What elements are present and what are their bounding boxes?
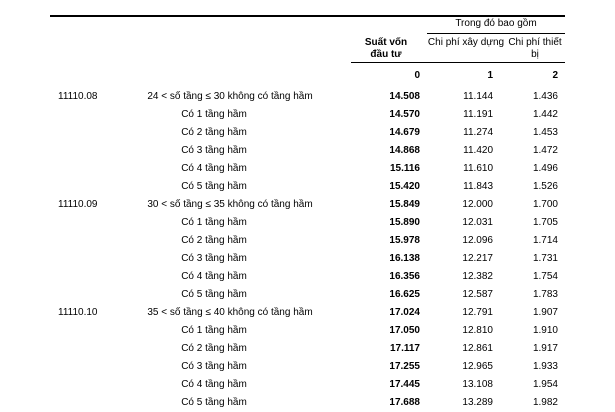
investment-rate-cell: 15.116 [389,162,420,174]
table-row [48,358,565,376]
row-code-cell: 11110.08 [58,90,98,102]
construction-cost-cell: 11.144 [463,90,493,102]
equipment-cost-cell: 1.700 [532,198,558,210]
table-row [48,213,565,231]
header-investment-rate: Suất vốn đầu tư [364,36,408,60]
investment-rate-cell: 17.024 [389,307,420,319]
construction-cost-cell: 12.861 [462,343,493,355]
equipment-cost-cell: 1.982 [532,397,558,409]
construction-cost-cell: 12.965 [462,361,493,373]
table-row [48,159,565,177]
header-equipment-cost: Chi phí thiết bị [508,36,562,60]
construction-cost-cell: 12.096 [462,234,493,246]
row-description-cell: Có 4 tầng hầm [181,379,247,391]
investment-rate-cell: 15.890 [389,216,420,228]
equipment-cost-cell: 1.907 [532,307,558,319]
investment-rate-cell: 14.679 [389,126,420,138]
row-description-cell: 35 < số tầng ≤ 40 không có tầng hầm [147,307,313,319]
row-description-cell: Có 1 tầng hầm [181,325,247,337]
investment-rate-cell: 17.117 [389,343,420,355]
construction-cost-cell: 13.108 [462,379,493,391]
investment-rate-cell: 14.570 [389,108,420,120]
equipment-cost-cell: 1.442 [532,108,558,120]
construction-cost-cell: 12.031 [462,216,493,228]
table-row [48,177,565,195]
equipment-cost-cell: 1.783 [532,289,558,301]
table-row [48,267,565,285]
row-description-cell: Có 2 tầng hầm [181,343,247,355]
row-code-cell: 11110.09 [58,198,98,210]
equipment-cost-cell: 1.954 [532,379,558,391]
construction-cost-cell: 11.191 [463,108,493,120]
table-body [48,87,565,412]
row-description-cell: Có 2 tầng hầm [181,234,247,246]
table-row [48,286,565,304]
equipment-cost-cell: 1.496 [532,162,558,174]
row-description-cell: 24 < số tầng ≤ 30 không có tầng hầm [147,90,313,102]
construction-cost-cell: 12.382 [462,270,493,282]
investment-rate-cell: 17.688 [389,397,420,409]
construction-cost-cell: 11.610 [463,162,493,174]
row-description-cell: 30 < số tầng ≤ 35 không có tầng hầm [147,198,313,210]
table-row [48,249,565,267]
construction-cost-cell: 12.810 [462,325,493,337]
column-index-2: 2 [552,70,558,81]
investment-rate-cell: 17.050 [389,325,420,337]
table-row [48,87,565,105]
row-description-cell: Có 1 tầng hầm [181,216,247,228]
table-row [48,394,565,412]
equipment-cost-cell: 1.731 [532,252,558,264]
construction-cost-cell: 11.420 [463,144,493,156]
equipment-cost-cell: 1.754 [532,270,558,282]
equipment-cost-cell: 1.714 [532,234,558,246]
row-description-cell: Có 1 tầng hầm [181,108,247,120]
investment-rate-cell: 14.508 [389,90,420,102]
investment-rate-cell: 17.445 [389,379,420,391]
investment-rate-cell: 15.849 [389,198,420,210]
construction-cost-cell: 13.289 [462,397,493,409]
row-description-cell: Có 5 tầng hầm [181,289,247,301]
row-description-cell: Có 4 tầng hầm [181,162,247,174]
investment-rate-cell: 15.978 [389,234,420,246]
equipment-cost-cell: 1.436 [532,90,558,102]
row-description-cell: Có 3 tầng hầm [181,144,247,156]
construction-cost-cell: 12.000 [462,198,493,210]
investment-rate-cell: 14.868 [389,144,420,156]
equipment-cost-cell: 1.453 [532,126,558,138]
row-description-cell: Có 2 tầng hầm [181,126,247,138]
table-row [48,376,565,394]
construction-cost-cell: 12.587 [462,289,493,301]
included-group-underline [427,33,565,34]
row-description-cell: Có 5 tầng hầm [181,180,247,192]
header-included-group: Trong đó bao gồm [455,18,537,29]
table-row [48,304,565,322]
table-top-rule [50,15,565,18]
investment-rate-cell: 17.255 [389,361,420,373]
table-row [48,195,565,213]
header-construction-cost: Chi phí xây dựng [427,36,505,48]
construction-cost-cell: 12.791 [462,307,493,319]
construction-cost-cell: 11.274 [463,126,493,138]
equipment-cost-cell: 1.917 [532,343,558,355]
table-row [48,105,565,123]
equipment-cost-cell: 1.705 [532,216,558,228]
equipment-cost-cell: 1.526 [532,180,558,192]
table-row [48,123,565,141]
equipment-cost-cell: 1.933 [532,361,558,373]
table-row [48,340,565,358]
column-index-0: 0 [414,70,420,81]
construction-cost-cell: 11.843 [463,180,493,192]
header-underline [351,62,565,63]
column-index-1: 1 [487,70,493,81]
table-row [48,322,565,340]
construction-cost-cell: 12.217 [462,252,493,264]
investment-rate-cell: 16.625 [389,289,420,301]
equipment-cost-cell: 1.472 [532,144,558,156]
investment-rate-cell: 16.356 [389,270,420,282]
row-description-cell: Có 5 tầng hầm [181,397,247,409]
row-description-cell: Có 4 tầng hầm [181,270,247,282]
row-code-cell: 11110.10 [58,307,98,319]
equipment-cost-cell: 1.910 [532,325,558,337]
investment-rate-cell: 16.138 [389,252,420,264]
row-description-cell: Có 3 tầng hầm [181,252,247,264]
table-row [48,141,565,159]
investment-rate-cell: 15.420 [389,180,420,192]
table-row [48,231,565,249]
row-description-cell: Có 3 tầng hầm [181,361,247,373]
